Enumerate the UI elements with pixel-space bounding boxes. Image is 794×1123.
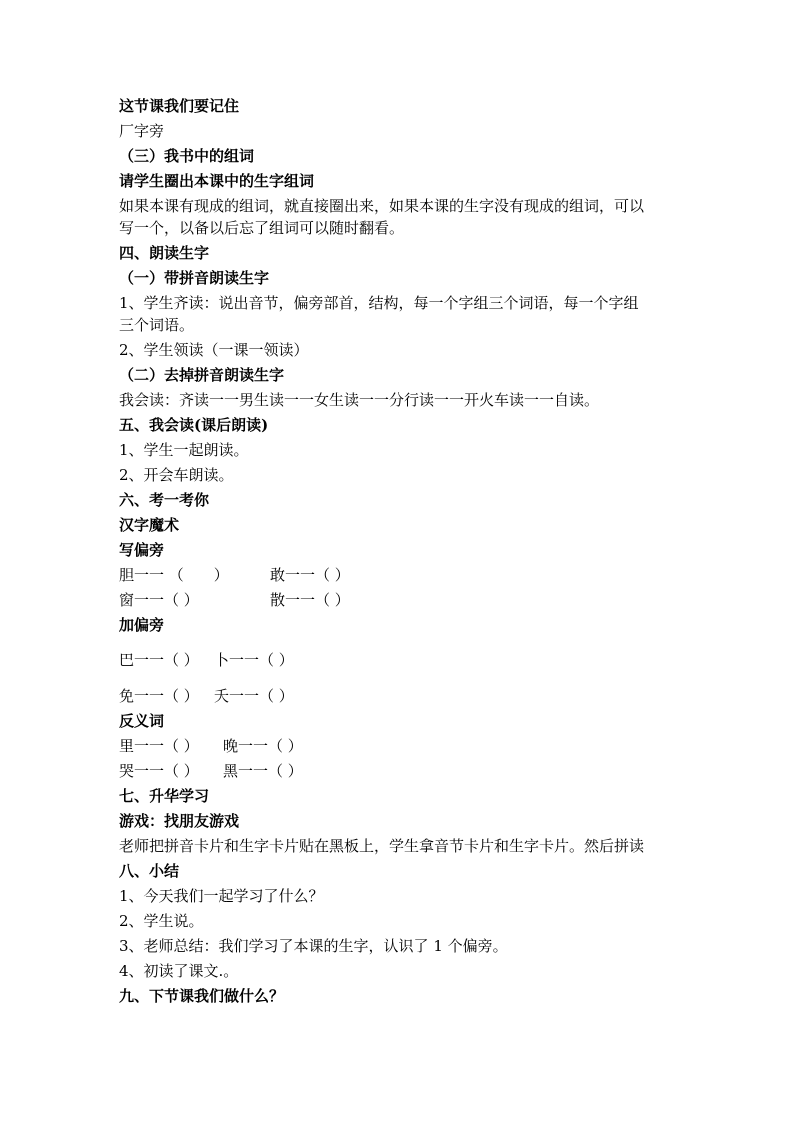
exercise-item: 哭一一（ ） <box>119 762 199 780</box>
heading-antonyms: 反义词 <box>119 712 165 730</box>
exercise-item: 卜一一（ ） <box>214 651 294 669</box>
exercise-item: 窗一一（ ） <box>119 591 199 609</box>
section-heading-4: 四、朗读生字 <box>119 244 210 262</box>
heading-character-magic: 汉字魔术 <box>119 516 180 534</box>
paragraph-line: 如果本课有现成的组词，就直接圈出来，如果本课的生字没有现成的组词，可以 <box>119 197 645 215</box>
paragraph-line: 1、学生一起朗读。 <box>119 441 249 459</box>
paragraph-line: 4、初读了课文.。 <box>119 962 239 980</box>
text-radical: 厂字旁 <box>119 122 165 140</box>
paragraph-line: 2、开会车朗读。 <box>119 466 234 484</box>
subheading-no-pinyin: （二）去掉拼音朗读生字 <box>119 366 285 384</box>
heading-remember: 这节课我们要记住 <box>119 97 240 115</box>
section-heading-7: 七、升华学习 <box>119 787 210 805</box>
paragraph-line: 2、学生说。 <box>119 912 204 930</box>
exercise-item: 胆一一 （ ） <box>119 566 229 584</box>
paragraph-line: 写一个，以备以后忘了组词可以随时翻看。 <box>119 219 405 237</box>
exercise-item: 里一一（ ） <box>119 737 199 755</box>
exercise-item: 散一一（ ） <box>270 591 350 609</box>
exercise-item: 夭一一（ ） <box>214 687 294 705</box>
section-heading-8: 八、小结 <box>119 862 180 880</box>
paragraph-line: 1、学生齐读：说出音节，偏旁部首，结构，每一个字组三个词语，每一个字组 <box>119 294 639 312</box>
heading-game: 游戏：找朋友游戏 <box>119 812 240 830</box>
paragraph-line: 1、今天我们一起学习了什么？ <box>119 887 324 905</box>
heading-add-radical: 加偏旁 <box>119 616 165 634</box>
exercise-item: 免一一（ ） <box>119 687 199 705</box>
paragraph-line: 2、学生领读（一课一领读） <box>119 341 309 359</box>
paragraph-line: 我会读：齐读一一男生读一一女生读一一分行读一一开火车读一一自读。 <box>119 391 600 409</box>
section-heading-6: 六、考一考你 <box>119 491 210 509</box>
exercise-item: 黑一一（ ） <box>223 762 303 780</box>
paragraph-line: 3、老师总结：我们学习了本课的生字，认识了 1 个偏旁。 <box>119 937 508 955</box>
exercise-item: 巴一一（ ） <box>119 651 199 669</box>
paragraph-line: 老师把拼音卡片和生字卡片贴在黑板上，学生拿音节卡片和生字卡片。然后拼读 <box>119 837 645 855</box>
paragraph-line: 三个词语。 <box>119 316 195 334</box>
exercise-item: 敢一一（ ） <box>270 566 350 584</box>
subheading-book-words: （三）我书中的组词 <box>119 147 255 165</box>
subheading-pinyin-reading: （一）带拼音朗读生字 <box>119 269 270 287</box>
section-heading-5: 五、我会读(课后朗读) <box>119 416 269 434</box>
heading-write-radical: 写偏旁 <box>119 541 165 559</box>
section-heading-9: 九、下节课我们做什么？ <box>119 987 285 1005</box>
exercise-item: 晚一一（ ） <box>223 737 303 755</box>
heading-circle-words: 请学生圈出本课中的生字组词 <box>119 172 315 190</box>
